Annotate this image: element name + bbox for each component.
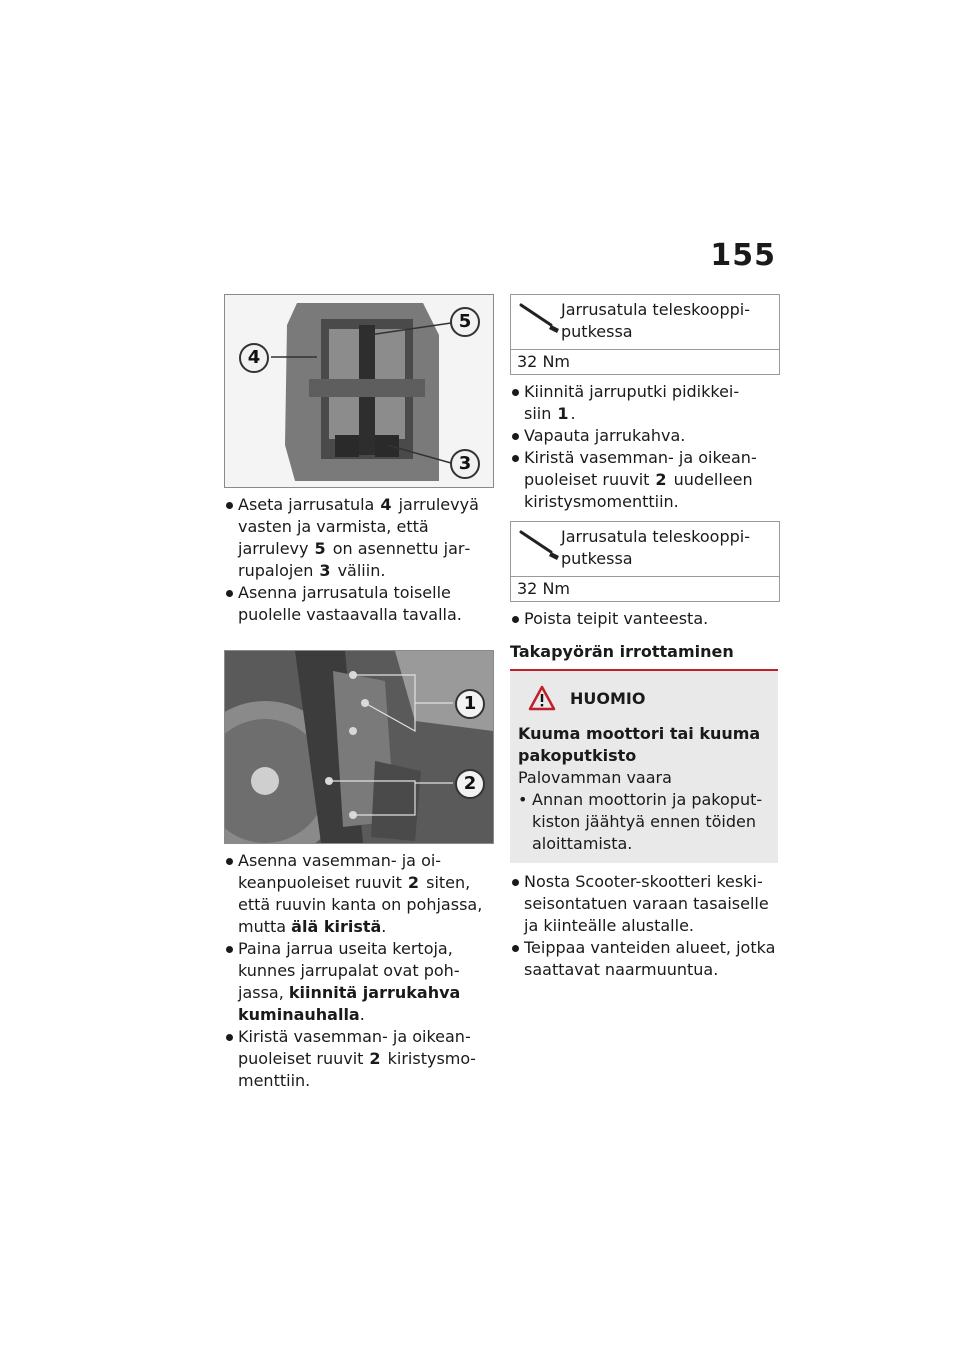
item-text: Kiinnitä jarruputki pidikkeisiin (524, 382, 740, 423)
instruction-list-4 (510, 608, 780, 630)
item-text: kiristysmomenttiin. (238, 1049, 476, 1090)
list-item (510, 381, 780, 425)
callout-5: 5 (450, 307, 480, 337)
ref-number: 2 (407, 873, 420, 892)
instruction-list-1 (224, 494, 494, 626)
item-text: Paina jarrua useita kertoja, kunnes jarrupalat ovat pohjassa, (238, 939, 460, 1002)
item-text: . (570, 404, 576, 423)
list-item (510, 447, 780, 513)
item-text: siten, että ruuvin kanta on pohjassa, mutta (238, 873, 483, 936)
list-item: Vapauta jarrukahva. (510, 425, 780, 447)
wrench-icon (517, 526, 561, 562)
item-text: Asenna vasemman- ja oikeanpuoleiset ruuvit (238, 851, 442, 892)
page-number: 155 (710, 238, 776, 273)
torque-spec-2 (510, 521, 780, 602)
ref-number: 5 (314, 539, 326, 558)
instruction-list-2 (224, 850, 494, 1092)
list-item (224, 938, 494, 1026)
notice-title: HUOMIO (570, 688, 646, 708)
list-item (224, 850, 494, 938)
item-text: on asennettu jarrupalojen (238, 539, 471, 580)
instruction-list-5 (510, 871, 780, 981)
torque-value: 32 Nm (517, 352, 570, 371)
ref-number: 4 (380, 495, 392, 514)
brake-caliper-figure (224, 294, 494, 488)
section-title: Takapyörän irrottaminen (510, 642, 734, 661)
callout-3: 3 (450, 449, 480, 479)
list-item: Poista teipit vanteesta. (510, 608, 780, 630)
item-text: Kiristä vasemman- ja oikeanpuoleiset ruuvit (238, 1027, 471, 1068)
list-item: Nosta Scooter-skootteri keskiseisontatuen varaan tasaiselle ja kiinteälle alustalle. (510, 871, 780, 937)
notice-subtitle: Kuuma moottori tai kuuma pakoputkisto (518, 724, 761, 765)
instruction-list-3 (510, 381, 780, 513)
ref-number: 2 (655, 470, 667, 489)
torque-header (511, 522, 779, 577)
list-item (224, 494, 494, 582)
torque-label: Jarrusatula teleskooppiputkessa (561, 527, 750, 568)
right-column (510, 294, 780, 981)
torque-label: Jarrusatula teleskooppiputkessa (561, 300, 750, 341)
list-item: Asenna jarrusatula toiselle puolelle vastaavalla tavalla. (224, 582, 494, 626)
notice-list (518, 789, 770, 855)
callout-2: 2 (455, 769, 485, 799)
ref-number: 3 (319, 561, 331, 580)
item-text: Aseta jarrusatula (238, 495, 375, 514)
front-brake-illustration (225, 651, 493, 843)
item-text: jarrulevyä vasten ja varmista, että jarrulevy (238, 495, 479, 558)
left-column (224, 294, 494, 1092)
torque-value: 32 Nm (517, 579, 570, 598)
warning-triangle-icon (528, 685, 556, 711)
item-text: uudelleen kiristysmomenttiin. (524, 470, 753, 511)
item-text: . (381, 917, 387, 936)
callout-1: 1 (455, 689, 485, 719)
torque-header (511, 295, 779, 350)
notice-header (518, 685, 770, 711)
wrench-icon (517, 299, 561, 335)
list-item: Teippaa vanteiden alueet, jotka saattavat naarmuuntua. (510, 937, 780, 981)
front-brake-figure (224, 650, 494, 844)
ref-number: 2 (369, 1049, 381, 1068)
notice-item: • Annan moottorin ja pakoputkiston jäähtyä ennen töiden aloittamista. (518, 789, 770, 855)
item-text: väliin. (337, 561, 386, 580)
emphasis-text: kiinnitä jarrukahva kuminauhalla (238, 983, 461, 1024)
torque-spec-1 (510, 294, 780, 375)
notice-text: Palovamman vaara (518, 768, 672, 787)
item-text: Kiristä vasemman- ja oikeanpuoleiset ruuvit (524, 448, 757, 489)
callout-4: 4 (239, 343, 269, 373)
ref-number: 1 (557, 404, 569, 423)
warning-notice (510, 669, 778, 863)
emphasis-text: älä kiristä (291, 917, 382, 936)
list-item (224, 1026, 494, 1092)
item-text: . (359, 1005, 365, 1024)
